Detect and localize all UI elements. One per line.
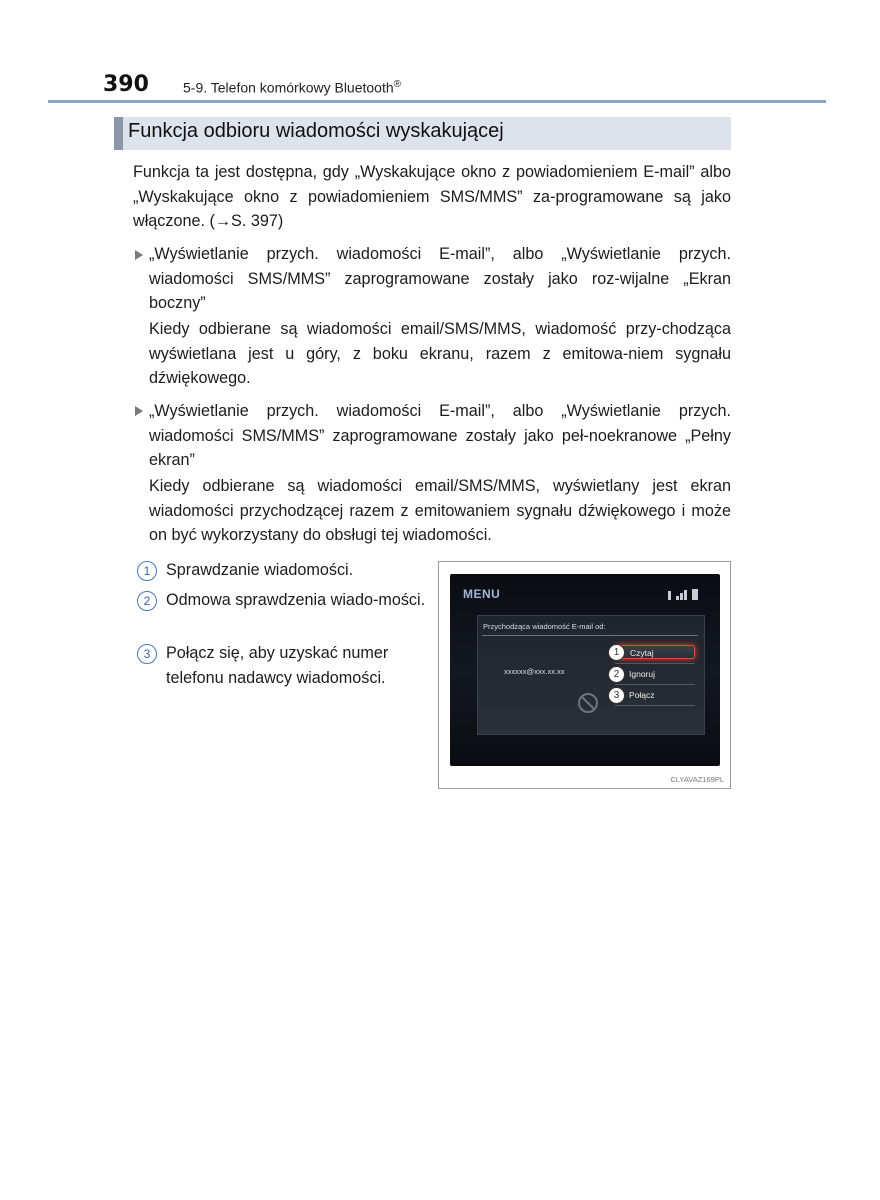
screen-number-1: 1 <box>608 644 625 661</box>
bullet-1-heading: „Wyświetlanie przych. wiadomości E-mail”, albo „Wyświetlanie przych. wiadomości SMS/MMS” zaprogramowane zostały jako roz-wijalne „Ekran boczny” <box>149 245 731 312</box>
callout-number-1: 1 <box>137 561 157 581</box>
ignore-button-label: Ignoruj <box>629 669 655 679</box>
bullet-triangle-icon <box>135 406 143 416</box>
sender-address: xxxxxx@xxx.xx.xx <box>504 667 565 676</box>
read-button-label: Czytaj <box>630 648 654 658</box>
status-icons <box>668 588 708 600</box>
block-icon <box>576 691 600 715</box>
menu-label: MENU <box>463 587 501 601</box>
callout-number-2: 2 <box>137 591 157 611</box>
section-title: Funkcja odbioru wiadomości wyskakującej <box>128 120 504 142</box>
dialog-divider <box>482 635 698 636</box>
button-divider <box>615 663 695 664</box>
call-button[interactable] <box>615 688 695 702</box>
intro-paragraph: Funkcja ta jest dostępna, gdy „Wyskakujące okno z powiadomieniem E-mail” albo „Wyskakujące okno z powiadomieniem SMS/MMS” za-programowane są jako włączone. (→S. 397) <box>133 163 731 230</box>
page-number: 390 <box>103 72 149 97</box>
ignore-button[interactable] <box>615 667 695 681</box>
screen-number-3: 3 <box>608 687 625 704</box>
bullet-2-heading: „Wyświetlanie przych. wiadomości E-mail”, albo „Wyświetlanie przych. wiadomości SMS/MMS” zaprogramowane zostały jako peł-noekranowe „Pełny ekran” <box>149 402 731 469</box>
read-button[interactable] <box>615 645 695 659</box>
image-code: CLYAVAZ169PL <box>670 775 724 784</box>
running-head-text: 5-9. Telefon komórkowy Bluetooth <box>183 79 394 96</box>
button-divider <box>615 705 695 706</box>
running-head <box>183 79 401 96</box>
callout-2-text: Odmowa sprawdzenia wiado-mości. <box>166 591 426 609</box>
battery-icon <box>692 589 698 600</box>
callout-1-text: Sprawdzanie wiadomości. <box>166 561 354 579</box>
screen-number-2: 2 <box>608 666 625 683</box>
signal-icon <box>680 593 683 600</box>
call-button-label: Połącz <box>629 690 655 700</box>
dialog-title: Przychodząca wiadomość E-mail od: <box>483 622 606 631</box>
callout-number-3: 3 <box>137 644 157 664</box>
signal-icon <box>684 590 687 600</box>
signal-icon <box>676 596 679 600</box>
incoming-message-dialog <box>477 615 705 735</box>
bullet-1-description: Kiedy odbierane są wiadomości email/SMS/MMS, wiadomość przy-chodząca wyświetlana jest u góry, z boku ekranu, razem z emitowa-niem sygnału dźwiękowego. <box>149 320 731 387</box>
screenshot-figure <box>438 561 731 789</box>
header-rule <box>48 100 826 103</box>
display-screen <box>450 574 720 766</box>
bullet-2-description: Kiedy odbierane są wiadomości email/SMS/MMS, wyświetlany jest ekran wiadomości przychodzącej razem z emitowaniem sygnału dźwiękowego i może on być wykorzystany do obsługi tej wiadomości. <box>149 477 731 544</box>
registered-mark: ® <box>393 79 402 90</box>
callout-3-text: Połącz się, aby uzyskać numer telefonu nadawcy wiadomości. <box>166 644 389 687</box>
button-divider <box>615 684 695 685</box>
bullet-triangle-icon <box>135 250 143 260</box>
bluetooth-icon <box>668 591 671 600</box>
